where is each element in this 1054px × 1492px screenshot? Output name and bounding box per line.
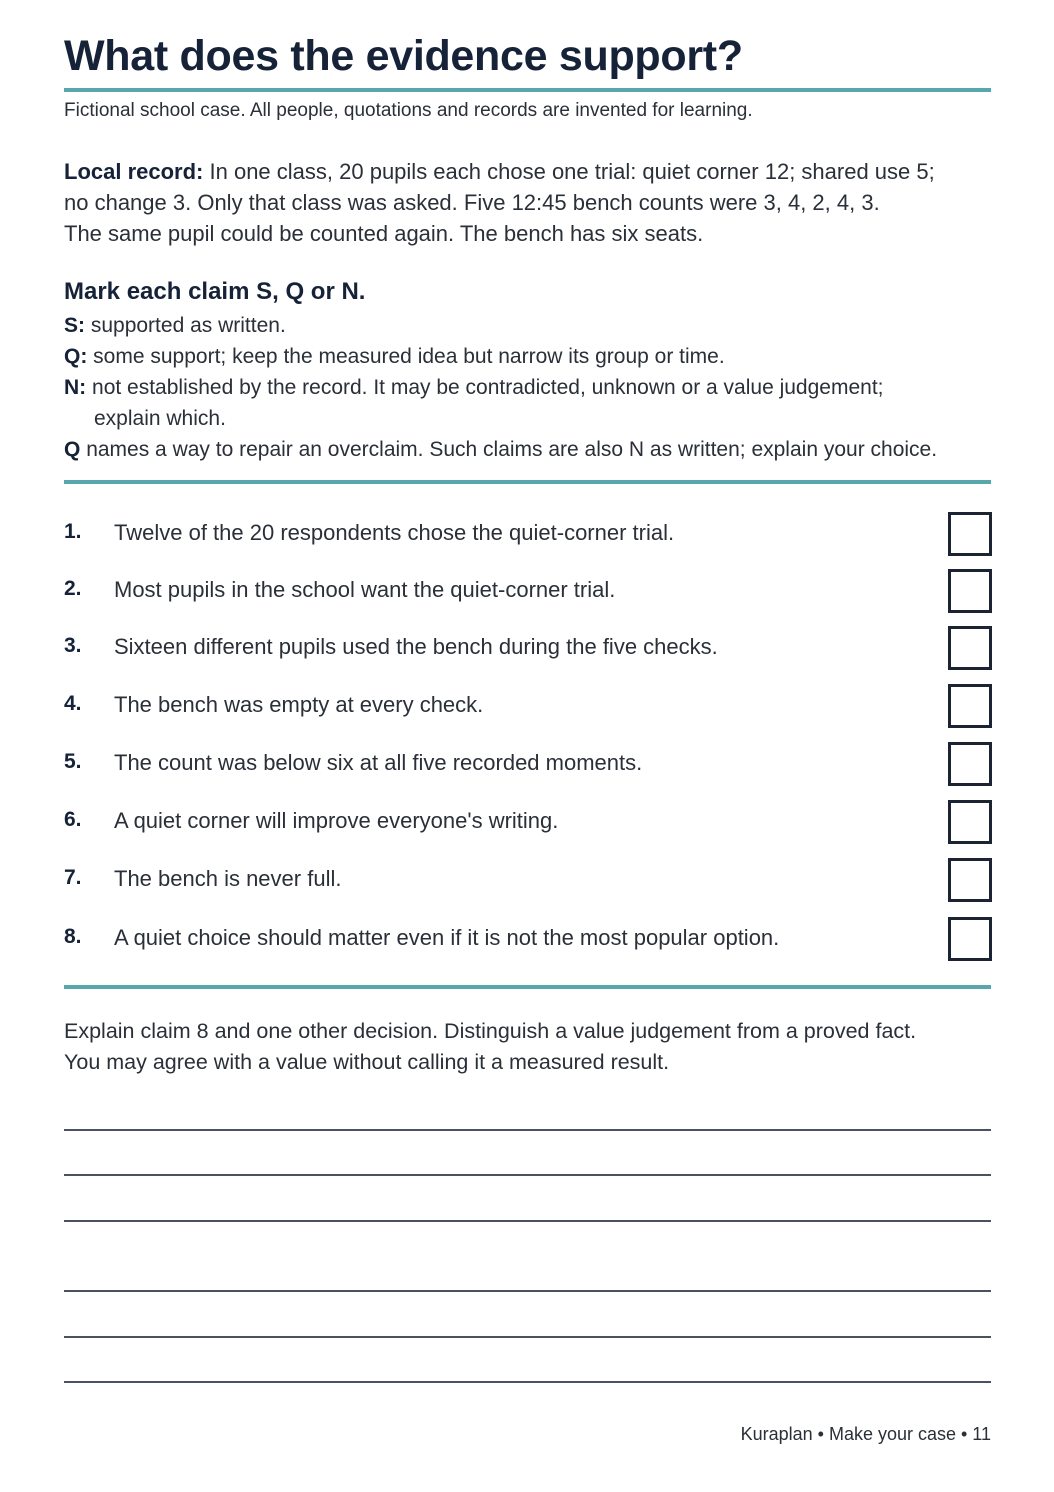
- answer-box[interactable]: [948, 858, 992, 902]
- claim-number: 1.: [64, 520, 82, 543]
- writing-line[interactable]: [64, 1220, 991, 1222]
- instructions-key: [64, 310, 991, 465]
- claim-number: 8.: [64, 925, 82, 948]
- claim-row: [64, 800, 991, 842]
- claim-row: [64, 569, 991, 611]
- writing-line[interactable]: [64, 1336, 991, 1338]
- claim-row: [64, 742, 991, 784]
- answer-box[interactable]: [948, 512, 992, 556]
- title-divider: [64, 88, 991, 92]
- claim-number: 7.: [64, 866, 82, 889]
- claim-number: 4.: [64, 692, 82, 715]
- claim-text: The count was below six at all five recorded moments.: [114, 750, 643, 775]
- explain-line-1: Explain claim 8 and one other decision. Distinguish a value judgement from a proved fact.: [64, 1019, 917, 1043]
- claim-text: A quiet choice should matter even if it is not the most popular option.: [114, 925, 780, 950]
- instructions-heading: Mark each claim S, Q or N.: [64, 278, 366, 305]
- claim-text: Sixteen different pupils used the bench during the five checks.: [114, 634, 718, 659]
- record-line-1: Local record: In one class, 20 pupils each chose one trial: quiet corner 12; shared use 5;: [64, 159, 935, 184]
- claim-text: The bench was empty at every check.: [114, 692, 484, 717]
- claim-number: 5.: [64, 750, 82, 773]
- claim-text: The bench is never full.: [114, 866, 342, 891]
- claim-number: 6.: [64, 808, 82, 831]
- claim-number: 3.: [64, 634, 82, 657]
- explain-prompt: [64, 1016, 991, 1078]
- record-line-2: no change 3. Only that class was asked. Five 12:45 bench counts were 3, 4, 2, 4, 3.: [64, 190, 880, 215]
- key-q: Q: some support; keep the measured idea but narrow its group or time.: [64, 345, 725, 368]
- claim-row: [64, 917, 991, 959]
- key-n-continued: explain which.: [94, 407, 226, 430]
- claims-divider: [64, 985, 991, 989]
- record-label: Local record:: [64, 159, 204, 184]
- claim-text: A quiet corner will improve everyone's writing.: [114, 808, 559, 833]
- claim-row: [64, 858, 991, 900]
- local-record: [64, 156, 991, 249]
- answer-box[interactable]: [948, 626, 992, 670]
- claim-row: [64, 684, 991, 726]
- writing-line[interactable]: [64, 1381, 991, 1383]
- answer-box[interactable]: [948, 742, 992, 786]
- claim-row: [64, 512, 991, 554]
- page-footer: Kuraplan • Make your case • 11: [740, 1424, 991, 1444]
- key-s: S: supported as written.: [64, 314, 286, 337]
- writing-line[interactable]: [64, 1290, 991, 1292]
- claim-number: 2.: [64, 577, 82, 600]
- record-line-3: The same pupil could be counted again. The bench has six seats.: [64, 221, 704, 246]
- key-q-note: Q names a way to repair an overclaim. Such claims are also N as written; explain your choice.: [64, 438, 938, 461]
- claim-text: Twelve of the 20 respondents chose the quiet-corner trial.: [114, 520, 675, 545]
- explain-line-2: You may agree with a value without calling it a measured result.: [64, 1050, 670, 1074]
- instructions-divider: [64, 480, 991, 484]
- answer-box[interactable]: [948, 917, 992, 961]
- disclaimer-text: Fictional school case. All people, quotations and records are invented for learning.: [64, 100, 753, 121]
- key-n: N: not established by the record. It may be contradicted, unknown or a value judgement;: [64, 376, 884, 399]
- writing-line[interactable]: [64, 1174, 991, 1176]
- answer-box[interactable]: [948, 684, 992, 728]
- claim-row: [64, 626, 991, 668]
- answer-box[interactable]: [948, 569, 992, 613]
- page-title: What does the evidence support?: [64, 32, 743, 80]
- worksheet-page: [64, 0, 991, 1492]
- writing-line[interactable]: [64, 1129, 991, 1131]
- claim-text: Most pupils in the school want the quiet-corner trial.: [114, 577, 616, 602]
- answer-box[interactable]: [948, 800, 992, 844]
